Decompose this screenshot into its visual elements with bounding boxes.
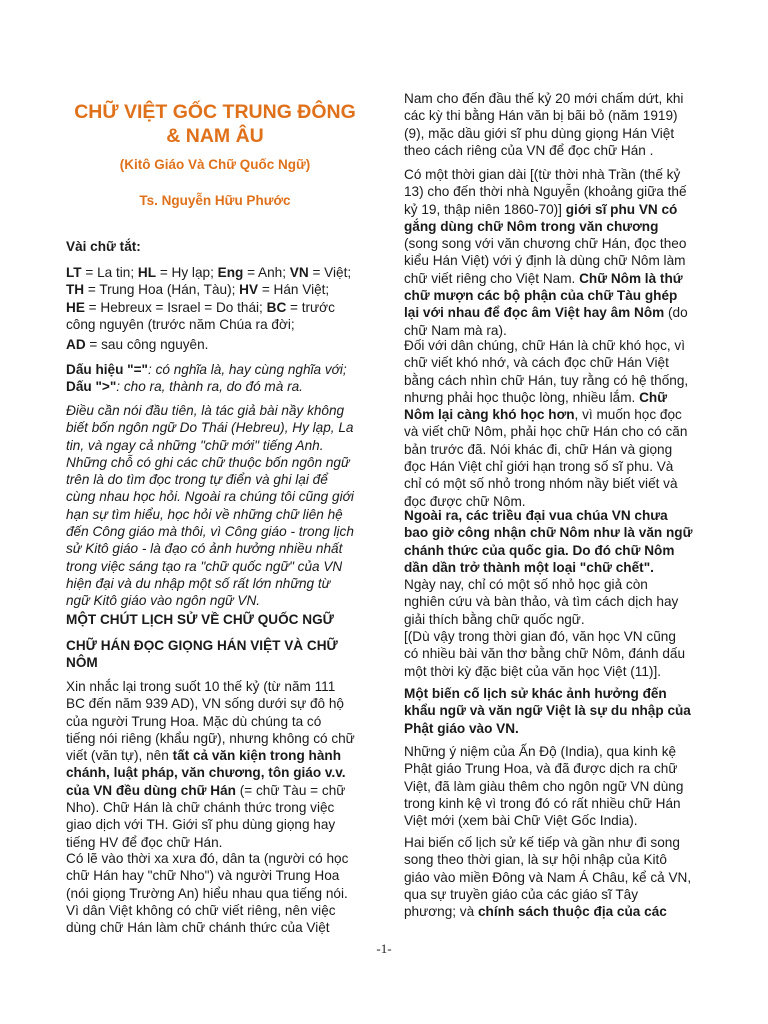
paragraph-line: giáo vào miền Đông và Nam Á Châu, kể cả VN, — [404, 869, 692, 885]
paragraph-line: giải thích bằng chữ quốc ngữ. — [404, 611, 585, 627]
section-heading-1 — [66, 611, 364, 628]
paragraph-line: nghiên cứu và bàn thảo, và tìm cách dịch hay — [404, 594, 679, 610]
abbrev-heading-text: Vài chữ tắt: — [66, 239, 141, 254]
intro-line: hiện đại và du nhập một số rất lớn những từ — [66, 575, 331, 591]
abbrev-key: Eng — [217, 265, 244, 280]
abbrev-value: = Anh; — [243, 265, 290, 280]
abbrev-line-2 — [66, 281, 364, 298]
right-paragraph-8 — [404, 834, 702, 920]
paragraph-line — [66, 747, 364, 764]
paragraph-line: chữ Hán hay "chữ Nho") và người Trung Hoa — [66, 868, 340, 884]
paragraph-line: trong kinh kệ vì trong đó có rất nhiều chữ Hán — [404, 795, 681, 811]
paragraph-line: Nho). Chữ Hán là chữ chánh thức trong việc — [66, 800, 335, 816]
abbrev-ad — [66, 336, 364, 353]
paragraph-line — [404, 389, 702, 406]
intro-line: hạn sự tìm hiểu, học hỏi về những chữ liên hệ — [66, 506, 343, 522]
author-name: Ts. Nguyễn Hữu Phước — [139, 193, 291, 208]
abbrev-value: = Việt; — [308, 265, 352, 280]
paragraph-line: (nói giọng Trường An) hiểu nhau qua tiếng nói. — [66, 885, 348, 901]
bold-run: Chữ Nôm là thứ — [579, 270, 683, 286]
section-heading-1-text: MỘT CHÚT LỊCH SỬ VỀ CHỮ QUỐC NGỮ — [66, 612, 334, 627]
paragraph-line: gắng dùng chữ Nôm trong văn chương — [404, 218, 659, 234]
intro-line: trong việc sáng tạo ra "chữ quốc ngữ" của VN — [66, 558, 343, 574]
text-run: , vì muốn học đọc — [574, 407, 682, 423]
sign-value: : có nghĩa là, hay cùng nghĩa với; — [148, 362, 347, 377]
paragraph-line: song theo thời gian, là sự hội nhập của Kitô — [404, 852, 667, 868]
paragraph-line: chữ mượn các bộ phận của chữ Tàu ghép — [404, 288, 678, 304]
abbrev-key: HE — [66, 299, 85, 315]
paragraph-line — [404, 903, 702, 920]
bold-run: Chữ — [639, 389, 668, 405]
text-run: viết (văn tự), nên — [66, 748, 173, 764]
paragraph-line: tiếng nói riêng (khẩu ngữ), nhưng không có chữ — [66, 730, 355, 746]
text-run: (do — [664, 305, 688, 321]
abbrev-value: = trước — [286, 299, 335, 315]
intro-line: biết bốn ngôn ngữ Do Thái (Hebreu), Hy lạp, La — [66, 420, 354, 436]
right-paragraph-4 — [404, 507, 702, 628]
paragraph-line: (9), mặc dầu giới sĩ phu dùng giọng Hán Việt — [404, 125, 675, 141]
paragraph-line: dùng chữ Hán làm chữ chánh thức của Việt — [66, 920, 330, 936]
section-heading-2 — [66, 637, 364, 672]
sign-key: Dấu hiệu "=" — [66, 362, 149, 377]
paragraph-line: 13) cho đến thời nhà Nguyễn (khoảng giữa thế — [404, 184, 687, 200]
title-line-1: CHỮ VIỆT GỐC TRUNG ĐÔNG — [74, 101, 356, 123]
paragraph-line: Ngoài ra, các triều đại vua chúa VN chưa — [404, 508, 668, 523]
paragraph-line: các kỳ thi bằng Hán văn bị bãi bỏ (năm 1919) — [404, 108, 678, 124]
document-subtitle: (Kitô Giáo Và Chữ Quốc Ngữ) — [119, 157, 311, 172]
abbrev-key: HL — [137, 265, 157, 280]
bold-run: lại với nhau để đọc âm Việt hay âm Nôm — [404, 305, 665, 321]
abbrev-line-1 — [66, 264, 364, 281]
sign-line-2 — [66, 378, 364, 395]
sign-key: Dấu ">" — [66, 379, 117, 395]
text-run: kỷ 19, thập niên 1860-70)] — [404, 201, 566, 217]
paragraph-line: và viết chữ Nôm, phải học chữ Hán cho có căn — [404, 424, 688, 440]
intro-line: sử Kitô giáo - là đạo có ảnh hưởng nhiều nhất — [66, 541, 343, 557]
paragraph-line — [404, 201, 702, 218]
paragraph-line: kiểu Hán Việt) với ý định là dùng chữ Nôm làm — [404, 253, 686, 269]
paragraph-line: Vì dân Việt không có chữ viết riêng, nên việc — [66, 902, 336, 918]
title-line-2: & NAM ÂU — [166, 125, 264, 147]
sign-legend — [66, 361, 364, 396]
right-paragraph-5 — [404, 628, 702, 680]
abbrev-value: = La tin; — [81, 265, 138, 280]
abbrev-ad-line — [66, 336, 364, 353]
page-number: -1- — [376, 941, 392, 956]
paragraph-line — [404, 270, 702, 287]
paragraph-line: khẩu ngữ và văn ngữ Việt là sự du nhập của — [404, 703, 691, 719]
paragraph-line: dần dần trở thành một loại "chữ chết". — [404, 559, 654, 575]
sign-line-1 — [66, 361, 364, 378]
paragraph-line: đọc được chữ Nôm. — [404, 493, 526, 509]
paragraph-line: Xin nhắc lại trong suốt 10 thế kỷ (từ năm 111 — [66, 679, 336, 694]
paragraph-line: bằng cách nhìn chữ Hán, tuy rằng có hệ thống, — [404, 372, 689, 388]
paragraph-line: chánh, luật pháp, văn chương, tôn giáo v.v. — [66, 765, 346, 781]
paragraph-line: một thời kỳ đặc biệt của văn học Việt (11)]. — [404, 663, 661, 679]
bold-run: Nôm lại càng khó học hơn — [404, 407, 575, 423]
document-title — [66, 100, 364, 148]
section-heading-2-line: NÔM — [66, 655, 98, 671]
abbrev-value: = Trung Hoa (Hán, Tàu); — [84, 282, 240, 298]
intro-line: Điều cần nói đầu tiên, là tác giả bài nầy không — [66, 403, 345, 418]
abbrev-value: = Hy lạp; — [156, 265, 218, 280]
paragraph-line: của người Trung Hoa. Mặc dù chúng ta có — [66, 713, 322, 729]
section-heading-2-line: CHỮ HÁN ĐỌC GIỌNG HÁN VIỆT VÀ CHỮ — [66, 638, 338, 653]
paragraph-line — [404, 304, 702, 321]
paragraph-line: Những ý niệm của Ấn Độ (India), qua kinh kệ — [404, 744, 677, 759]
abbrev-value: = Hán Việt; — [258, 282, 330, 298]
paragraph-line: BC đến năm 939 AD), VN sống dưới sự đô hộ — [66, 696, 344, 712]
right-paragraph-3 — [404, 337, 702, 510]
paragraph-line: Việt, đã làm giàu thêm cho ngôn ngữ VN dùng — [404, 778, 684, 794]
abbrev-list — [66, 264, 364, 333]
paragraph-line: Ngày nay, chỉ có một số nhỏ học giả còn — [404, 577, 648, 593]
bold-run: tất cả văn kiện trong hành — [172, 748, 342, 764]
paragraph-line: chánh thức của quốc gia. Do đó chữ Nôm — [404, 542, 675, 558]
paragraph-line: [(Dù vậy trong thời gian đó, văn học VN cũng — [404, 629, 676, 644]
paragraph-line: Hai biến cố lịch sử kế tiếp và gần như đi song — [404, 835, 680, 850]
bold-run: của VN đều dùng chữ Hán — [66, 782, 236, 798]
paragraph-line: Việt mới (xem bài Chữ Việt Gốc India). — [404, 813, 638, 829]
abbrev-line-3 — [66, 299, 364, 316]
paragraph-line: bao giờ công nhận chữ Nôm như là văn ngữ — [404, 525, 693, 541]
intro-line: tin, và ngay cả những "chữ mới" tiếng Anh. — [66, 437, 324, 453]
paragraph-line: đọc Hán Việt chỉ giới hạn trong số sĩ phu. Và — [404, 459, 674, 475]
paragraph-line: chỉ có một số nhỏ trong nhóm nầy biết viết và — [404, 476, 678, 492]
sign-value: : cho ra, thành ra, do đó mà ra. — [116, 379, 303, 395]
right-paragraph-7 — [404, 743, 702, 829]
paragraph-line: chữ viết khó nhớ, và cách đọc chữ Hán Việt — [404, 355, 669, 371]
right-paragraph-6 — [404, 685, 702, 737]
paragraph-line: Nam cho đến đầu thế kỷ 20 mới chấm dứt, khi — [404, 91, 684, 106]
paragraph-line: theo cách riêng của VN để đọc chữ Hán . — [404, 142, 654, 158]
abbrev-key: HV — [239, 282, 259, 298]
right-paragraph-2 — [404, 166, 702, 339]
intro-line: trên là do tìm đọc trong tự điển và ghi lại để — [66, 472, 328, 488]
paragraph-line: giao dịch với TH. Giới sĩ phu dùng giọng hay — [66, 817, 336, 833]
intro-line: Những chỗ có ghi các chữ thuộc bốn ngôn ngữ — [66, 454, 350, 470]
abbrev-key: TH — [66, 282, 85, 298]
paragraph-line: tiếng HV để đọc chữ Hán. — [66, 834, 223, 850]
bold-run: giới sĩ phu VN có — [565, 201, 678, 217]
paragraph-line: Một biến cố lịch sử khác ảnh hưởng đến — [404, 686, 667, 701]
history-paragraph-2 — [66, 850, 364, 936]
text-run: (= chữ Tàu = chữ — [235, 782, 346, 798]
paragraph-line: Đối với dân chúng, chữ Hán là chữ khó học, vì — [404, 338, 686, 353]
abbrev-key: LT — [66, 265, 82, 280]
bold-run: chính sách thuộc địa của các — [477, 904, 667, 920]
intro-paragraph — [66, 402, 364, 610]
paragraph-line: (song song với văn chương chữ Hán, đọc theo — [404, 236, 687, 252]
abbrev-heading — [66, 238, 364, 255]
paragraph-line: Phật giáo vào VN. — [404, 720, 519, 736]
intro-line: đến Công giáo mà thôi, vì Công giáo - trong lịch — [66, 524, 354, 540]
abbrev-line-4: công nguyên (trước năm Chúa ra đời; — [66, 316, 295, 332]
text-run: nhưng phải học thuộc lòng, nhiều lắm. — [404, 389, 640, 405]
paragraph-line — [404, 406, 702, 423]
history-paragraph-1 — [66, 678, 364, 851]
abbrev-key: VN — [289, 265, 309, 280]
paragraph-line: Có một thời gian dài [(từ thời nhà Trần (thế kỷ — [404, 167, 681, 182]
paragraph-line: chữ Nam mà ra). — [404, 322, 507, 338]
paragraph-line: bản trước đã. Nói khác đi, chữ Hán và giọng — [404, 441, 673, 457]
right-paragraph-1 — [404, 90, 702, 159]
text-run: phương; và — [404, 904, 478, 920]
paragraph-line: Có lẽ vào thời xa xưa đó, dân ta (người có học — [66, 851, 349, 866]
intro-line: ngữ Kitô giáo vào ngôn ngữ VN. — [66, 593, 261, 609]
abbrev-value: = sau công nguyên. — [85, 337, 209, 352]
abbrev-key: BC — [266, 299, 287, 315]
intro-line: cùng nhau học hỏi. Ngoài ra chúng tôi cũng giới — [66, 489, 354, 505]
paragraph-line: Phật giáo Trung Hoa, và đã được dịch ra chữ — [404, 761, 678, 777]
paragraph-line: qua sự truyền giáo của các giáo sĩ Tây — [404, 886, 639, 902]
abbrev-value: = Hebreux = Israel = Do thái; — [84, 299, 267, 315]
abbrev-key: AD — [66, 337, 86, 352]
paragraph-line: có nhiều bài văn thơ bằng chữ Nôm, đánh dấu — [404, 646, 686, 662]
paragraph-line — [66, 782, 364, 799]
text-run: chữ viết riêng cho Việt Nam. — [404, 270, 580, 286]
